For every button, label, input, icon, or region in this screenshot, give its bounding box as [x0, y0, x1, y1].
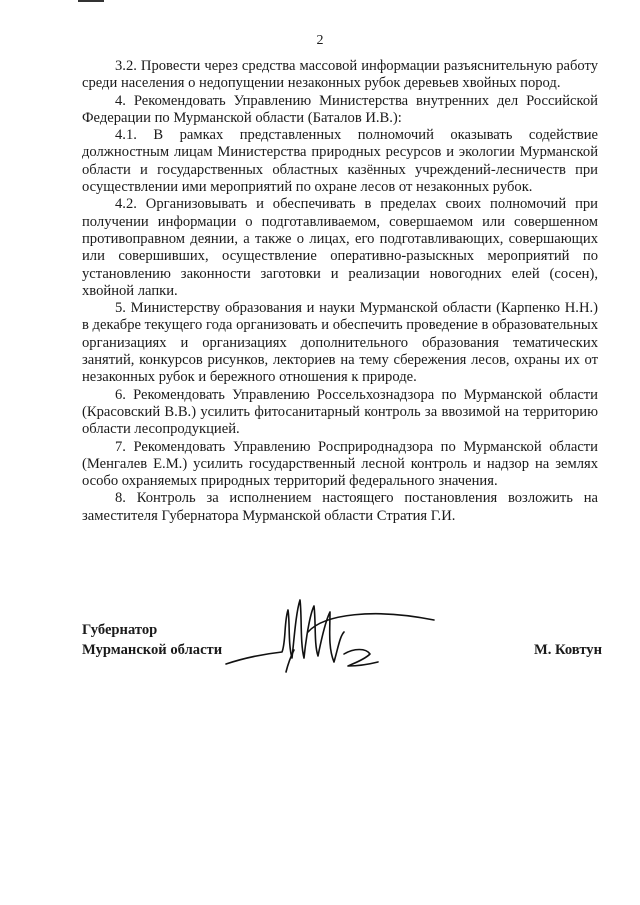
document-body — [82, 58, 598, 525]
paragraph-4-2: 4.2. Организовывать и обеспечивать в пределах своих полномочий при получении информации о подготавливаемом, совершаемом или совершенном противоправном деянии, а также о лицах, его подготавливающих, совершающих или совершивших, осуществление оперативно-разыскных мероприятий по установлению законности заготовки и реализации новогодних елей (сосен), хвойной лапки. — [82, 196, 598, 299]
signature-block — [82, 620, 602, 680]
page-number: 2 — [316, 33, 324, 48]
paragraph-3-2: 3.2. Провести через средства массовой информации разъяснительную работу среди населения о недопущении незаконных рубок деревьев хвойных пород. — [82, 58, 598, 92]
paragraph-4: 4. Рекомендовать Управлению Министерства внутренних дел Российской Федерации по Мурманской области (Баталов И.В.): — [82, 92, 598, 126]
handwritten-signature — [224, 592, 474, 682]
signatory-name: М. Ковтун — [533, 642, 602, 658]
paragraph-5: 5. Министерству образования и науки Мурманской области (Карпенко Н.Н.) в декабре текущего года организовать и обеспечить проведение в образовательных организациях и организациях дополнительного образования тематических занятий, конкурсов рисунков, лекториев на тему сбережения лесов, охраны их от незаконных рубок и бережного отношения к природе. — [82, 300, 598, 386]
signatory-title-line2: Мурманской области — [82, 642, 223, 658]
signatory-title-line1: Губернатор — [82, 622, 158, 638]
paragraph-4-1: 4.1. В рамках представленных полномочий оказывать содействие должностным лицам Министерства природных ресурсов и экологии Мурманской области и государственных областных казённых учреждений-лесничеств при осуществлении ими мероприятий по охране лесов от незаконных рубок. — [82, 127, 598, 196]
paragraph-7: 7. Рекомендовать Управлению Росприроднадзора по Мурманской области (Менгалев Е.М.) усилить государственный лесной контроль и надзор на землях особо охраняемых природных территорий федерального значения. — [82, 438, 598, 490]
signatory-title — [82, 620, 222, 660]
top-edge-mark — [78, 0, 104, 2]
paragraph-6: 6. Рекомендовать Управлению Россельхознадзора по Мурманской области (Красовский В.В.) усилить фитосанитарный контроль за ввозимой на территорию области лесопродукцией. — [82, 386, 598, 438]
paragraph-8: 8. Контроль за исполнением настоящего постановления возложить на заместителя Губернатора Мурманской области Стратия Г.И. — [82, 490, 598, 524]
